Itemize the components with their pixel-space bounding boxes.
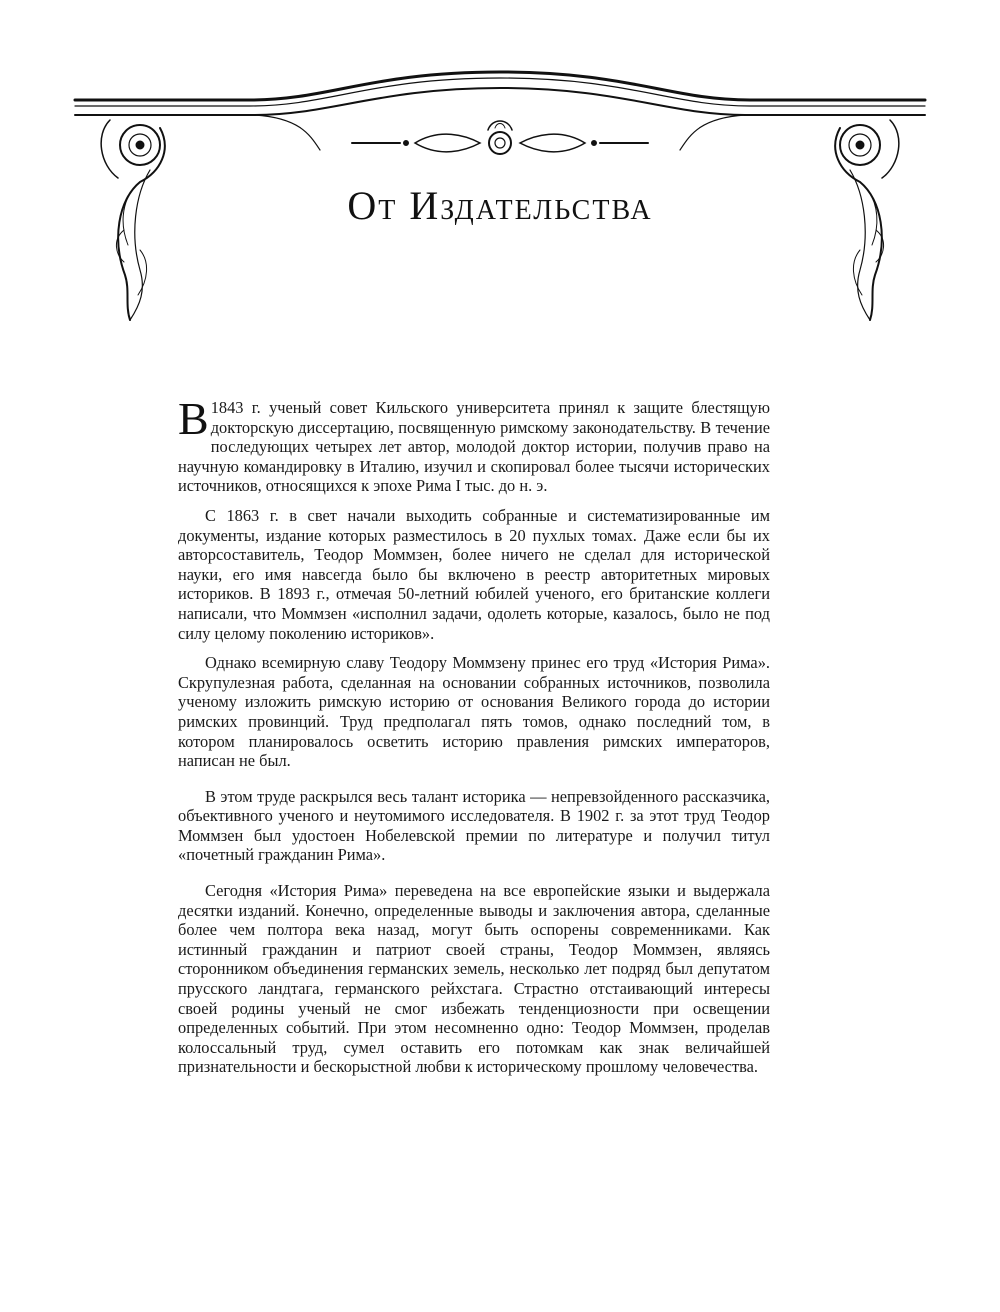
center-flourish (352, 121, 648, 154)
ornamental-frame (0, 0, 1000, 330)
body-text (178, 393, 770, 1077)
drop-cap: В (178, 393, 209, 444)
frame-top-rail-inner (75, 78, 925, 106)
paragraph-2: С 1863 г. в свет начали выходить собранные и систематизированные им документы, издание которых разместилось в 20 пухлых томах. Даже если бы их авторсоставитель, Теодор Моммзен, более ничего не сделал для исторической науки, его имя навсегда было бы включено в реестр авторитетных мировых историков. В 1893 г., отмечая 50-летний юбилей ученого, его британские коллеги написали, что Моммзен «исполнил задачи, одолеть которые, казалось, было не под силу целому поколению историков». (178, 505, 770, 643)
paragraph-3: Однако всемирную славу Теодору Моммзену принес его труд «История Рима». Скрупулезная работа, сделанная на основании собранных источников, позволила ученому изложить римскую историю от основания Великого города до истории римских провинций. Труд предполагал пять томов, однако последний том, в котором планировалось осветить историю правления римских императоров, написан не был. (178, 653, 770, 771)
frame-top-rail (75, 72, 925, 100)
page-title: От Издательства (347, 183, 653, 228)
paragraph-1-text: 1843 г. ученый совет Кильского университета принял к защите блестящую докторскую диссертацию, посвященную римскому законодательству. В течение последующих четырех лет автор, молодой доктор истории, получив право на научную командировку в Италию, изучил и скопировал более тысячи исторических источников, относящихся к эпохе Рима I тыс. до н. э. (178, 398, 770, 496)
paragraph-5: Сегодня «История Рима» переведена на все европейские языки и выдержала десятки изданий. Конечно, определенные выводы и заключения автора, сделанные более чем полтора века назад, могут быть оспорены современниками. Как истинный гражданин и патриот своей страны, Теодор Моммзен, являясь сторонником объединения германских земель, несколько лет подряд был депутатом прусского ландтага, германского рейхстага. Страстно отстаивающий интересы своей родины ученый не смог избежать тенденциозности при освещении определенных событий. При этом несомненно одно: Теодор Моммзен, проделав колоссальный труд, сумел оставить его потомкам как знак величайшей признательности и бескорыстной любви к историческому прошлому человечества. (178, 881, 770, 1077)
paragraph-4: В этом труде раскрылся весь талант историка — непревзойденного рассказчика, объективного ученого и неутомимого исследователя. В 1902 г. за этот труд Теодор Моммзен был удостоен Нобелевской премии по литературе и получил титул «почетный гражданин Рима». (178, 786, 770, 865)
paragraph-1 (178, 393, 770, 496)
